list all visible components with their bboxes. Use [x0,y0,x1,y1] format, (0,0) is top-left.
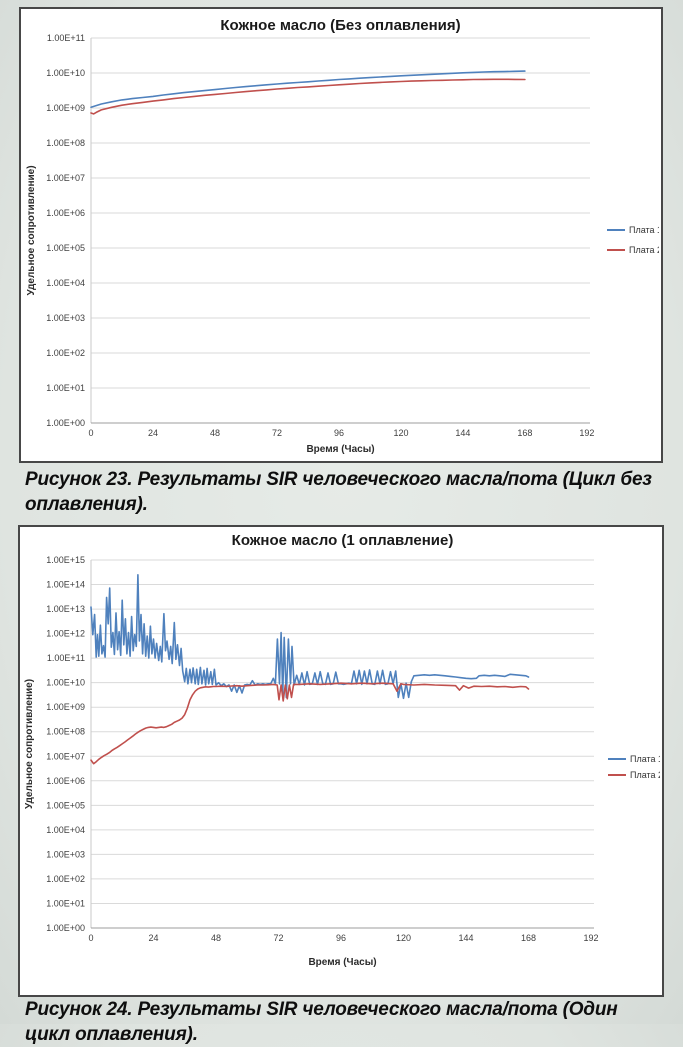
y-tick-label: 1.00E+11 [46,653,85,664]
y-tick-label: 1.00E+01 [46,383,85,393]
chart-title: Кожное масло (Без оплавления) [220,17,461,34]
x-axis-label: Время (Часы) [308,957,377,968]
x-axis-tick-labels [88,428,594,438]
y-tick-label: 1.00E+03 [46,849,85,860]
y-tick-label: 1.00E+07 [46,173,85,183]
y-axis-tick-labels [46,33,85,428]
y-tick-label: 1.00E+07 [46,751,85,762]
figure-24-caption: Рисунок 24. Результаты SIR человеческого масла/пота (Один цикл оплавления). [25,999,618,1045]
legend-label: Плата 1 [630,754,660,764]
y-tick-label: 1.00E+01 [46,898,85,909]
legend [608,754,660,780]
sir-chart-one-reflow [20,527,662,998]
y-tick-label: 1.00E+12 [46,628,85,639]
x-tick-label: 48 [209,428,220,438]
y-tick-label: 1.00E+00 [46,418,85,428]
y-tick-label: 1.00E+11 [46,33,85,43]
x-tick-label: 0 [88,933,94,943]
y-tick-label: 1.00E+09 [46,702,85,713]
gridlines [91,38,590,388]
sir-chart-no-reflow [21,9,661,464]
y-tick-label: 1.00E+15 [46,555,85,565]
x-tick-label: 168 [520,933,536,943]
y-axis-label: Удельное сопротивление) [26,165,37,296]
y-tick-label: 1.00E+04 [46,824,85,835]
figure-24-chart-panel [18,525,664,997]
chart-canvas-0 [21,9,659,459]
chart-canvas-1 [20,527,660,993]
x-tick-label: 192 [579,428,595,438]
y-tick-label: 1.00E+05 [46,243,85,253]
y-tick-label: 1.00E+09 [46,103,85,113]
x-axis-label: Время (Часы) [306,444,375,455]
x-tick-label: 144 [455,428,471,438]
y-tick-label: 1.00E+05 [46,800,85,811]
figure-23-caption: Рисунок 23. Результаты SIR человеческого масла/пота (Цикл без оплавления). [25,469,652,515]
y-tick-label: 1.00E+06 [46,775,85,786]
series-line-1 [91,71,525,107]
y-tick-label: 1.00E+02 [46,348,85,358]
x-tick-label: 120 [393,428,409,438]
x-axis-tick-labels [88,933,598,943]
legend [607,225,659,255]
y-tick-label: 1.00E+04 [46,278,85,288]
x-tick-label: 24 [147,428,158,438]
x-tick-label: 168 [517,428,533,438]
legend-label: Плата 2 [629,245,659,255]
chart-title: Кожное масло (1 оплавление) [231,532,454,549]
gridlines [91,560,594,903]
y-axis-tick-labels [46,555,85,933]
y-axis-label: Удельное сопротивление) [24,678,35,810]
x-tick-label: 144 [458,933,474,943]
x-tick-label: 24 [148,933,159,943]
series-line-1 [91,575,529,699]
legend-label: Плата 2 [630,770,660,780]
y-tick-label: 1.00E+10 [46,677,85,688]
x-tick-label: 120 [395,933,411,943]
x-tick-label: 96 [335,933,346,943]
y-tick-label: 1.00E+08 [46,726,85,737]
series-line-2 [91,683,529,764]
y-tick-label: 1.00E+10 [46,68,85,78]
y-tick-label: 1.00E+03 [46,313,85,323]
x-tick-label: 96 [333,428,344,438]
y-tick-label: 1.00E+02 [46,873,85,884]
x-tick-label: 192 [583,933,599,943]
y-tick-label: 1.00E+06 [46,208,85,218]
x-tick-label: 0 [88,428,94,438]
y-tick-label: 1.00E+00 [46,923,85,933]
figure-23-chart-panel [19,7,663,463]
y-tick-label: 1.00E+08 [46,138,85,148]
x-tick-label: 72 [271,428,282,438]
legend-label: Плата 1 [629,225,659,235]
x-tick-label: 72 [273,933,284,943]
x-tick-label: 48 [210,933,221,943]
y-tick-label: 1.00E+14 [46,579,85,590]
y-tick-label: 1.00E+13 [46,604,85,615]
